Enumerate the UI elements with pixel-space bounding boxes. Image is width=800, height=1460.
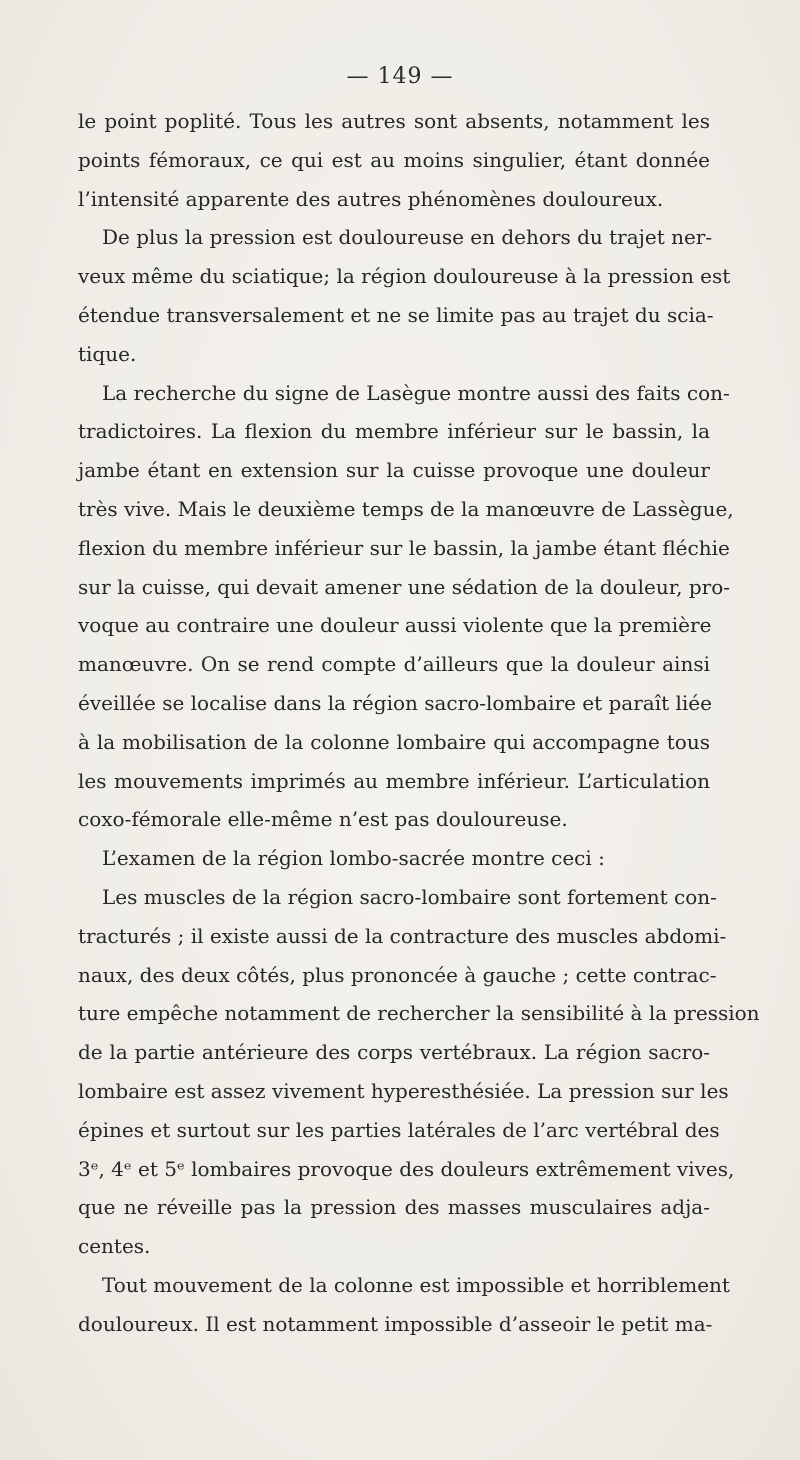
- text-line: de la partie antérieure des corps vertébraux. La région sacro-: [78, 1040, 710, 1065]
- text-line: lombaire est assez vivement hyperesthésiée. La pression sur les: [78, 1078, 729, 1103]
- text-line: manœuvre. On se rend compte d’ailleurs que la douleur ainsi: [78, 652, 710, 677]
- text-line: étendue transversalement et ne se limite pas au trajet du scia-: [78, 302, 714, 327]
- text-line: L’examen de la région lombo-sacrée montre ceci :: [102, 846, 605, 871]
- text-line: le point poplité. Tous les autres sont absents, notamment les: [78, 109, 710, 133]
- text-line: De plus la pression est douloureuse en dehors du trajet ner-: [102, 225, 713, 250]
- text-line: sur la cuisse, qui devait amener une sédation de la douleur, pro-: [78, 574, 730, 599]
- text-line: ture empêche notamment de rechercher la sensibilité à la pression: [78, 1001, 760, 1026]
- text-line: épines et surtout sur les parties latérales de l’arc vertébral des: [78, 1117, 720, 1142]
- text-line: coxo-fémorale elle-même n’est pas douloureuse.: [78, 807, 568, 832]
- page-number: — 149 —: [346, 64, 454, 89]
- body-text: [78, 102, 760, 1344]
- text-line: très vive. Mais le deuxième temps de la manœuvre de Lassègue,: [78, 496, 734, 521]
- text-line: voque au contraire une douleur aussi violente que la première: [78, 613, 712, 638]
- text-line: que ne réveille pas la pression des masses musculaires adja-: [78, 1195, 710, 1220]
- text-line: Les muscles de la région sacro-lombaire sont fortement con-: [102, 884, 717, 909]
- text-line: les mouvements imprimés au membre inférieur. L’articulation: [78, 768, 710, 793]
- text-line: tradictoires. La flexion du membre inférieur sur le bassin, la: [78, 419, 710, 444]
- text-line: jambe étant en extension sur la cuisse provoque une douleur: [78, 458, 710, 483]
- text-line: points fémoraux, ce qui est au moins singulier, étant donnée: [78, 147, 710, 172]
- text-line: tique.: [78, 341, 137, 366]
- text-line: à la mobilisation de la colonne lombaire qui accompagne tous: [78, 729, 710, 754]
- text-line: La recherche du signe de Lasègue montre aussi des faits con-: [102, 380, 730, 405]
- text-line: éveillée se localise dans la région sacro-lombaire et paraît liée: [78, 690, 712, 715]
- text-line: l’intensité apparente des autres phénomènes douloureux.: [78, 186, 664, 211]
- text-line: douloureux. Il est notamment impossible d’asseoir le petit ma-: [78, 1311, 713, 1336]
- text-line: 3ᵉ, 4ᵉ et 5ᵉ lombaires provoque des douleurs extrêmement vives,: [78, 1156, 735, 1181]
- text-line: veux même du sciatique; la région douloureuse à la pression est: [78, 264, 731, 289]
- text-line: tracturés ; il existe aussi de la contracture des muscles abdomi-: [78, 923, 727, 948]
- text-line: naux, des deux côtés, plus prononcée à gauche ; cette contrac-: [78, 962, 717, 987]
- text-line: centes.: [78, 1234, 151, 1259]
- text-line: Tout mouvement de la colonne est impossible et horriblement: [102, 1272, 730, 1297]
- text-line: flexion du membre inférieur sur le bassin, la jambe étant fléchie: [78, 535, 730, 560]
